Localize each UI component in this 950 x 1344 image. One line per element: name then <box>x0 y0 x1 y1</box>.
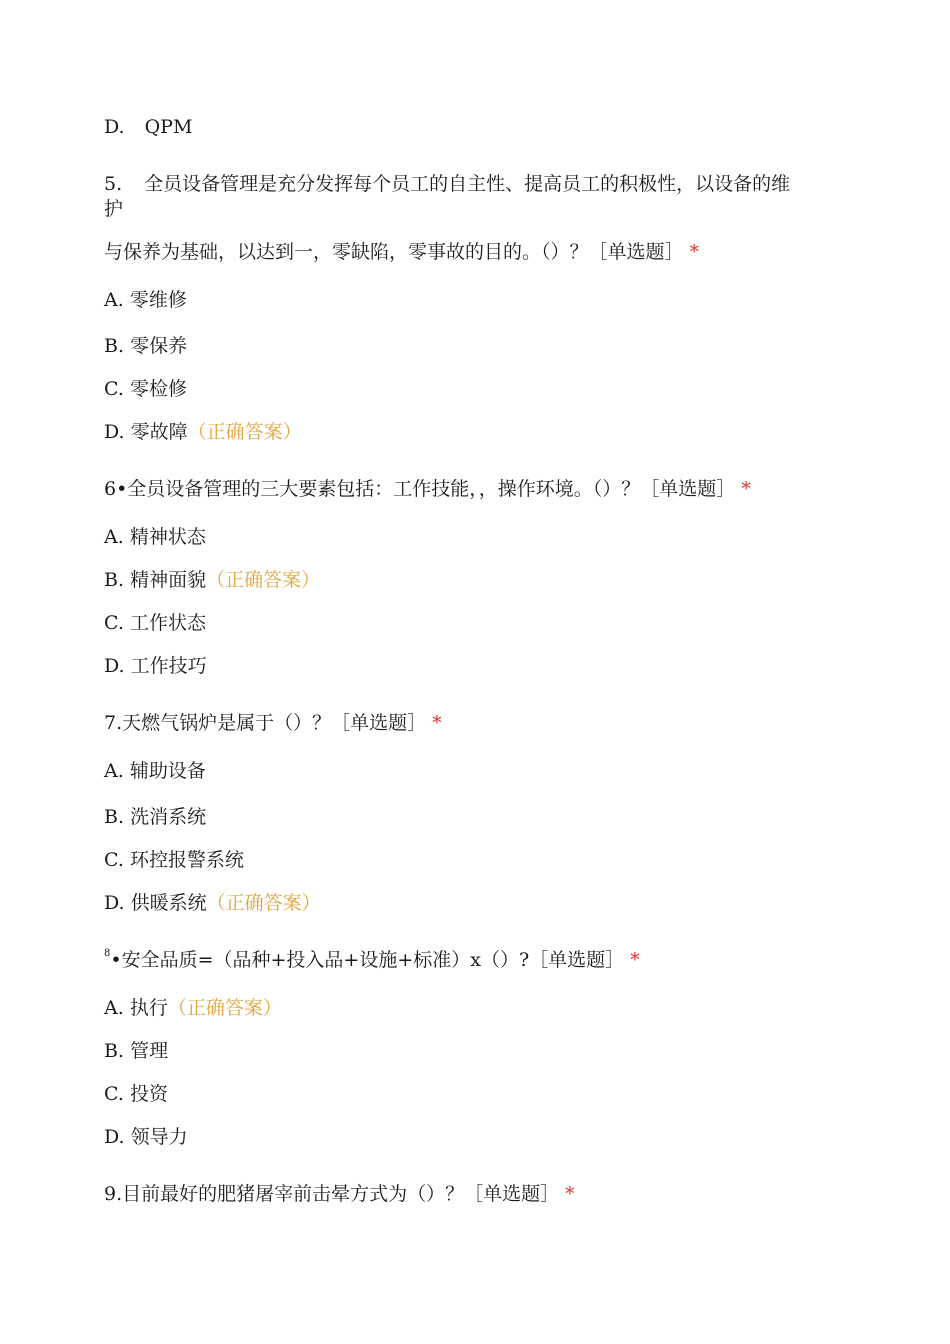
correct-answer-tag: （正确答案） <box>167 997 282 1019</box>
required-marker: * <box>432 712 442 734</box>
question-7-title: 7.天燃气锅炉是属于（）？［单选题］ * <box>104 712 442 734</box>
q5-option-c[interactable]: C. 零检修 <box>104 378 187 400</box>
q7-option-b[interactable]: B. 洗消系统 <box>104 806 207 828</box>
required-marker: * <box>741 478 751 500</box>
q7-option-a[interactable]: A. 辅助设备 <box>104 760 206 782</box>
correct-answer-tag: （正确答案） <box>206 569 321 591</box>
q6-option-a[interactable]: A. 精神状态 <box>104 526 206 548</box>
required-marker: * <box>689 241 700 263</box>
q7-option-c[interactable]: C. 环控报警系统 <box>104 849 244 871</box>
required-marker: * <box>565 1183 575 1205</box>
question-9-title: 9.目前最好的肥猪屠宰前击晕方式为（）？［单选题］ * <box>104 1183 575 1205</box>
q6-option-c[interactable]: C. 工作状态 <box>104 612 206 634</box>
question-6-title: 6•全员设备管理的三大要素包括：工作技能，，操作环境。（）？［单选题］ * <box>104 478 751 500</box>
question-8-title: $^8$•安全品质=（品种+投入品+设施+标准）x（）?［单选题］ * <box>104 948 640 971</box>
question-5-title-line3: 与保养为基础，以达到一，零缺陷，零事故的目的。（）？［单选题］ * <box>104 241 700 263</box>
q5-option-b[interactable]: B. 零保养 <box>104 335 188 357</box>
q5-option-d[interactable]: D. 零故障（正确答案） <box>104 421 302 443</box>
correct-answer-tag: （正确答案） <box>206 892 321 914</box>
option-d[interactable]: D. QPM <box>104 116 193 138</box>
q8-option-c[interactable]: C. 投资 <box>104 1083 168 1105</box>
required-marker: * <box>630 949 640 971</box>
question-5-title: 5. 全员设备管理是充分发挥每个员工的自主性、提高员工的积极性，以设备的维 <box>104 173 791 195</box>
q8-option-d[interactable]: D. 领导力 <box>104 1126 188 1148</box>
correct-answer-tag: （正确答案） <box>187 421 302 443</box>
q8-option-b[interactable]: B. 管理 <box>104 1040 169 1062</box>
q8-option-a[interactable]: A. 执行（正确答案） <box>104 997 282 1019</box>
q6-option-b[interactable]: B. 精神面貌（正确答案） <box>104 569 321 591</box>
question-5-title-cont: 护 <box>104 198 124 220</box>
q6-option-d[interactable]: D. 工作技巧 <box>104 655 207 677</box>
q7-option-d[interactable]: D. 供暖系统（正确答案） <box>104 892 321 914</box>
q5-option-a[interactable]: A. 零维修 <box>104 289 187 311</box>
